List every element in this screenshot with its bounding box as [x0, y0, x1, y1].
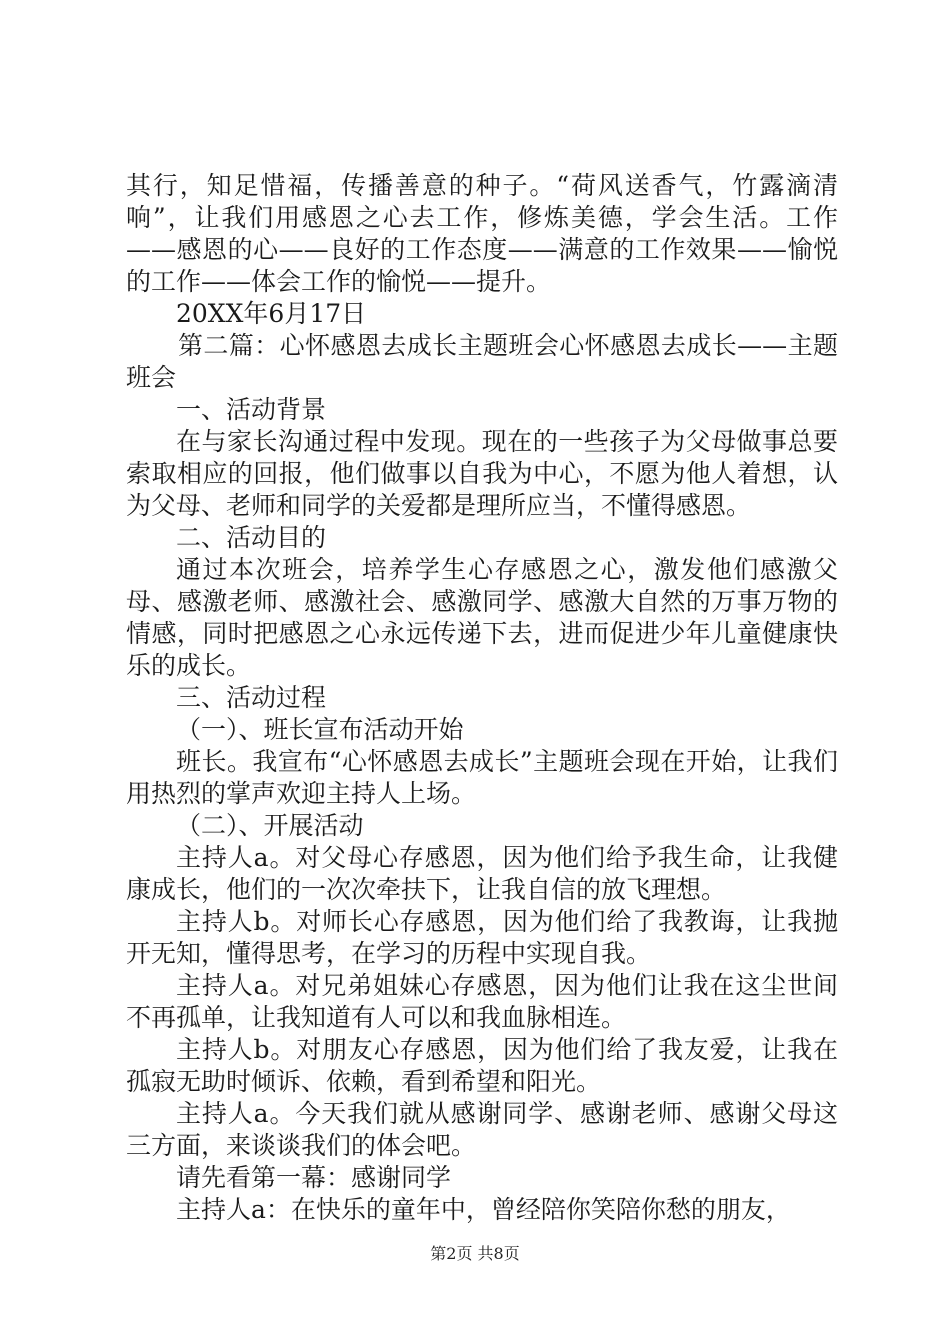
heading-process: 三、活动过程: [176, 683, 327, 712]
paragraph-host-b-teachers: 主持人b。对师长心存感恩，因为他们给了我教诲，让我抛开无知，懂得思考，在学习的历程中实现自我。: [126, 907, 838, 968]
paragraph-host-a-childhood: 主持人a：在快乐的童年中，曾经陪你笑陪你愁的朋友，: [176, 1195, 791, 1224]
subheading-start: （一）、班长宣布活动开始: [176, 715, 464, 744]
paragraph-host-a-siblings: 主持人a。对兄弟姐妹心存感恩，因为他们让我在这尘世间不再孤单，让我知道有人可以和我血脉相连。: [126, 971, 838, 1032]
paragraph-host-a-today: 主持人a。今天我们就从感谢同学、感谢老师、感谢父母这三方面，来谈谈我们的体会吧。: [126, 1099, 838, 1160]
paragraph-host-a-parents: 主持人a。对父母心存感恩，因为他们给予我生命，让我健康成长，他们的一次次牵扶下，让我自信的放飞理想。: [126, 843, 838, 904]
section-title: 第二篇：心怀感恩去成长主题班会心怀感恩去成长——主题班会: [126, 331, 838, 392]
date-line: 20XX年6月17日: [176, 299, 367, 328]
paragraph-monitor: 班长。我宣布“心怀感恩去成长”主题班会现在开始，让我们用热烈的掌声欢迎主持人上场。: [126, 747, 838, 808]
paragraph-scene-one: 请先看第一幕：感谢同学: [176, 1163, 452, 1192]
page-footer: 第2页 共8页: [430, 1244, 520, 1263]
paragraph-background: 在与家长沟通过程中发现。现在的一些孩子为父母做事总要索取相应的回报，他们做事以自我为中心，不愿为他人着想，认为父母、老师和同学的关爱都是理所应当，不懂得感恩。: [126, 427, 838, 520]
paragraph-host-b-friends: 主持人b。对朋友心存感恩，因为他们给了我友爱，让我在孤寂无助时倾诉、依赖，看到希望和阳光。: [126, 1035, 838, 1096]
paragraph-continuation: 其行，知足惜福，传播善意的种子。“荷风送香气，竹露滴清响”，让我们用感恩之心去工作，修炼美德，学会生活。工作——感恩的心——良好的工作态度——满意的工作效果——愉悦的工作——体会工作的愉悦——提升。: [126, 171, 838, 296]
subheading-activities: （二）、开展活动: [176, 811, 364, 840]
document-body: [126, 170, 838, 1226]
heading-purpose: 二、活动目的: [176, 523, 327, 552]
paragraph-purpose: 通过本次班会，培养学生心存感恩之心，激发他们感激父母、感激老师、感激社会、感激同学、感激大自然的万事万物的情感，同时把感恩之心永远传递下去，进而促进少年儿童健康快乐的成长。: [126, 555, 838, 680]
heading-background: 一、活动背景: [176, 395, 327, 424]
